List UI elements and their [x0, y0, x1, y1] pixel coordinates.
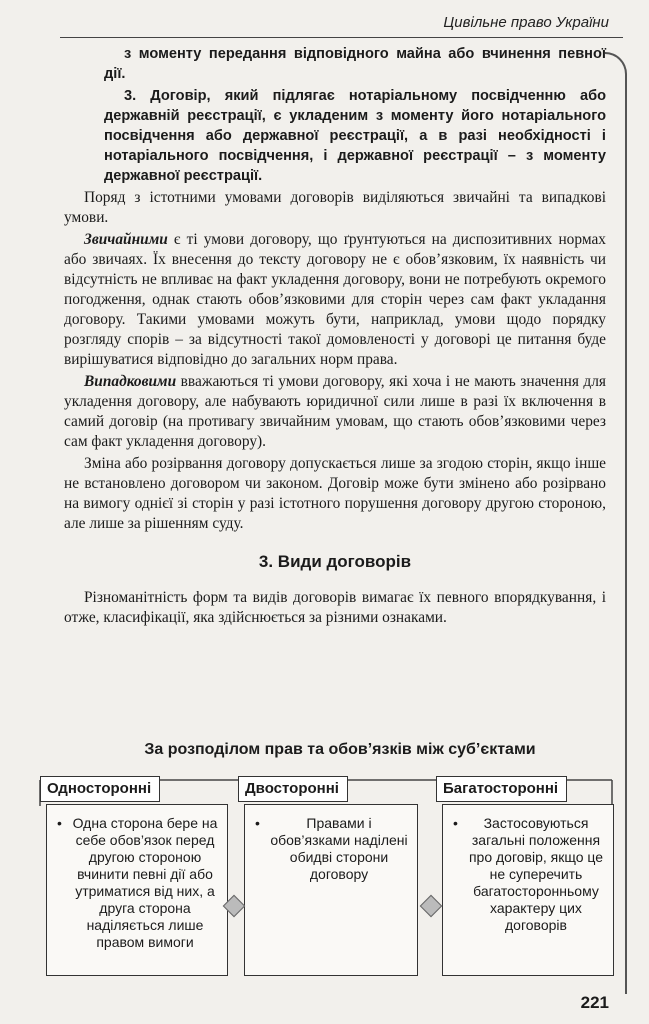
type-unilateral-label: Односторонні [40, 776, 160, 802]
paragraph-ordinary [64, 230, 606, 370]
type-bilateral [238, 776, 438, 882]
running-header: Цивільне право України [443, 14, 609, 31]
main-text [64, 44, 606, 628]
header-rule [60, 37, 623, 38]
paragraph-change: Зміна або розірвання договору допускається лише за згодою сторін, якщо інше не встановлено договором чи законом. Договір може бути змінено або розірвано на вимогу однієї зі сторін у разі істотного порушення договору другою стороною, але лише за рішенням суду. [64, 455, 606, 532]
section-intro: Різноманітність форм та видів договорів вимагає їх певного впорядкування, і отже, класифікації, яка здійснюється за різними ознаками. [64, 589, 606, 626]
paragraph-accidental [64, 372, 606, 452]
type-unilateral-desc: • Одна сторона бере на себе обов’язок перед другою стороною вчинити певні дії або утриматися від них, а друга сторона наділяється лише правом вимоги [46, 804, 228, 976]
diamond-marker-right [420, 895, 443, 918]
type-bilateral-desc: • Правами і обов’язками наділені обидві сторони договору [244, 804, 418, 976]
page-number: 221 [580, 993, 609, 1012]
type-bilateral-label: Двосторонні [238, 776, 348, 802]
type-unilateral [40, 776, 240, 950]
type-multilateral-desc: • Застосовуються загальні положення про договір, якщо це не суперечить багатосторонньому характеру цих договорів [442, 804, 614, 976]
term-accidental: Випадковими [84, 373, 177, 390]
paragraph-conditions: Поряд з істотними умовами договорів виділяються звичайні та випадкові умови. [64, 189, 606, 226]
type-multilateral-label: Багатосторонні [436, 776, 567, 802]
quote-continuation: з моменту передання відповідного майна або вчинення певної дії. [104, 46, 606, 82]
paragraph-accidental-text: вважаються ті умови договору, які хоча і не мають значення для укладення договору, але набувають юридичної сили лише в разі їх включення в самий договір (на противагу звичайним умовам, що стають обов’язковими через сам факт укладення договору). [64, 373, 606, 450]
quote-paragraph-3: 3. Договір, який підлягає нотаріальному посвідченню або державній реєстрації, є укладеним з моменту його нотаріального посвідчення або державної реєстрації, а в разі необхідності і нотаріального посвідчення, і державної реєстрації – з моменту державної реєстрації. [104, 88, 606, 184]
type-multilateral [436, 776, 636, 933]
section-heading: 3. Види договорів [258, 552, 412, 571]
scheme-title: За розподілом прав та обов’язків між суб’єктами [144, 741, 536, 758]
paragraph-ordinary-text: є ті умови договору, що ґрунтуються на диспозитивних нормах або звичаях. Їх внесення до тексту договору не є обов’язковим, їх наявність чи відсутність не впливає на факт укладення договору, вони не потребують окремого погодження, однак стають обов’язковими для сторін через сам факт укладання договору. Такими умовами можуть бути, наприклад, умови щодо порядку розгляду спорів – за відсутності такої домовленості у договорі це питання буде вирішуватися відповідно до загальних норм права. [64, 231, 606, 368]
term-ordinary: Звичайними [84, 231, 168, 248]
